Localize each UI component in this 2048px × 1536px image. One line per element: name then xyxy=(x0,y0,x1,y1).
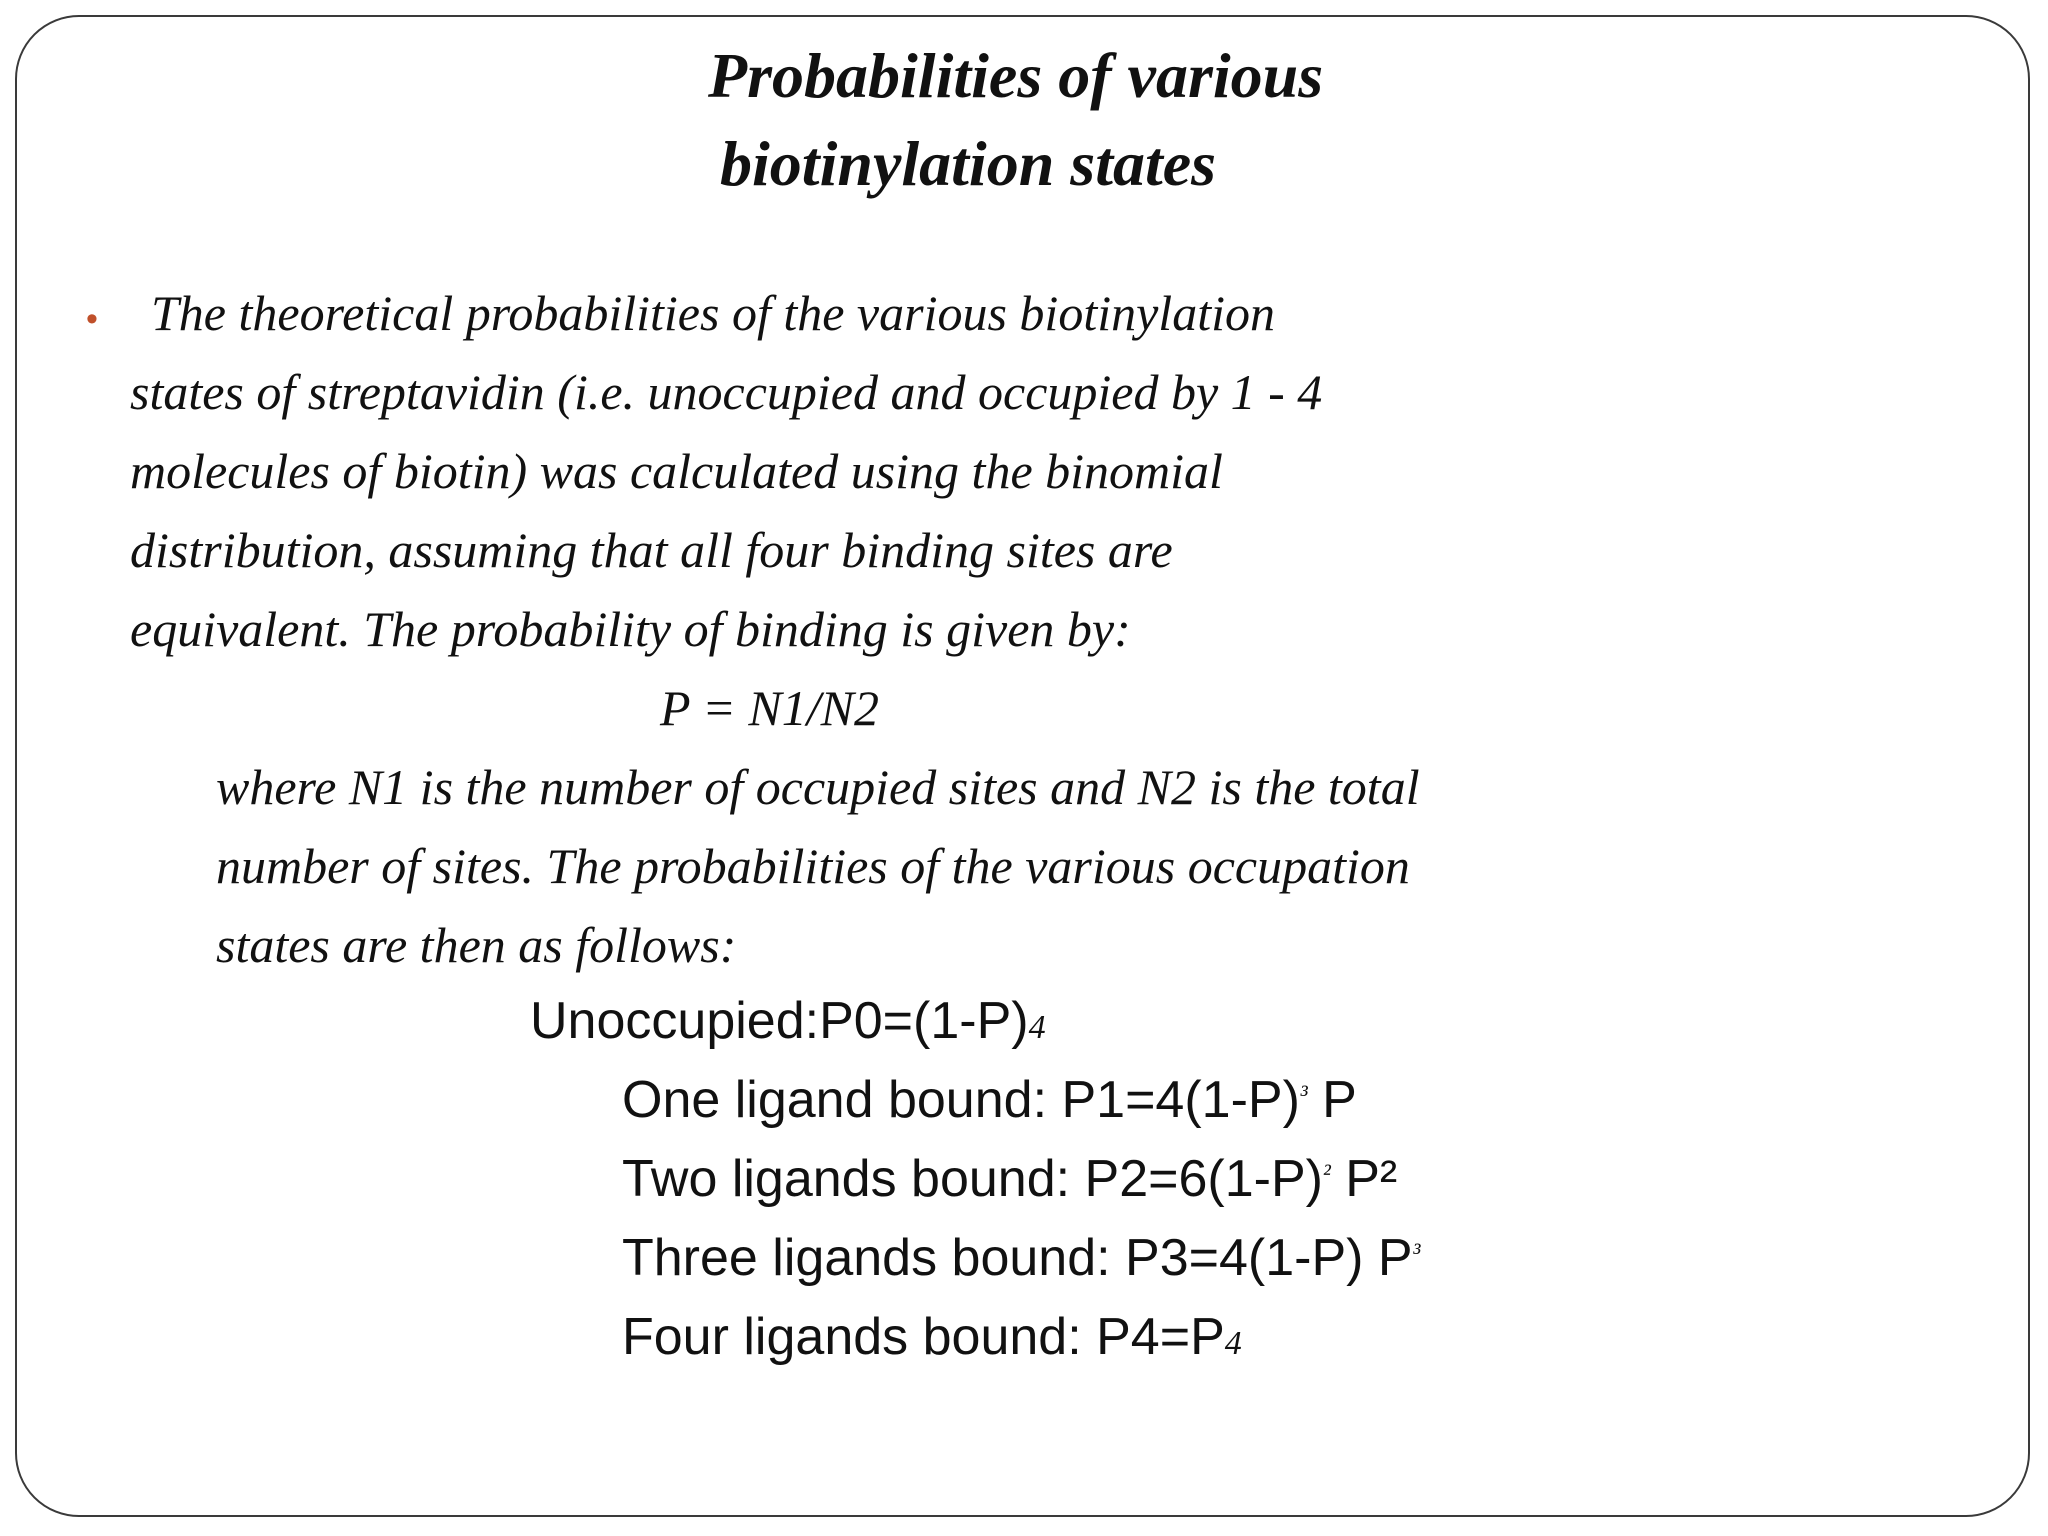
equation-text: Three ligands bound: P3=4(1-P) P xyxy=(622,1229,1413,1287)
paragraph-line: states of streptavidin (i.e. unoccupied and occupied by 1 - 4 xyxy=(130,364,1323,420)
equation-tail: P² xyxy=(1330,1150,1398,1208)
equation-two-ligands xyxy=(622,1150,1398,1208)
slide-title-line-1: Probabilities of various xyxy=(708,40,1324,111)
paragraph-line: The theoretical probabilities of the various biotinylation xyxy=(151,285,1275,341)
equation-text: Four ligands bound: P4=P xyxy=(622,1308,1225,1366)
equation-exponent: ² xyxy=(1322,1159,1331,1188)
equation-text: Unoccupied:P0=(1-P) xyxy=(530,992,1029,1050)
explanation-line: where N1 is the number of occupied sites and N2 is the total xyxy=(216,759,1420,815)
equation-exponent: 4 xyxy=(1224,1325,1242,1362)
equation-exponent: ³ xyxy=(1299,1080,1308,1109)
equation-text: One ligand bound: P1=4(1-P) xyxy=(622,1071,1300,1129)
paragraph-line: distribution, assuming that all four binding sites are xyxy=(130,522,1173,578)
bullet-icon: • xyxy=(86,300,98,338)
equation-tail: P xyxy=(1307,1071,1357,1129)
equation-four-ligands xyxy=(622,1308,1242,1366)
explanation-line: states are then as follows: xyxy=(216,917,737,973)
equation-exponent: 4 xyxy=(1028,1009,1046,1046)
binding-probability-formula: P = N1/N2 xyxy=(660,680,879,736)
equation-one-ligand xyxy=(622,1071,1357,1129)
equation-three-ligands xyxy=(622,1229,1421,1287)
equation-text: Two ligands bound: P2=6(1-P) xyxy=(622,1150,1323,1208)
equation-exponent: ³ xyxy=(1412,1238,1421,1267)
paragraph-line: molecules of biotin) was calculated using the binomial xyxy=(130,443,1223,499)
equation-unoccupied xyxy=(530,992,1046,1050)
slide-title-line-2: biotinylation states xyxy=(720,128,1217,199)
paragraph-line: equivalent. The probability of binding is given by: xyxy=(130,601,1131,657)
explanation-line: number of sites. The probabilities of the various occupation xyxy=(216,838,1410,894)
